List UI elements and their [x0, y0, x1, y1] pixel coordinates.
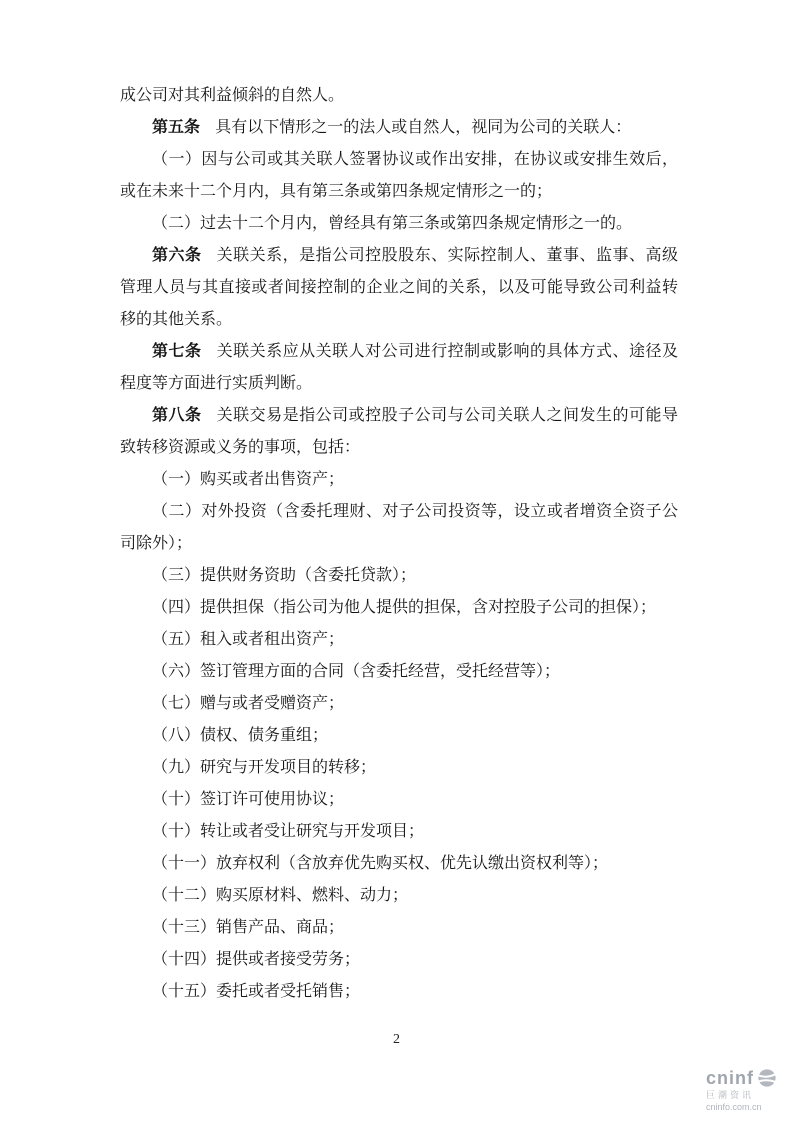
article-number: 第六条	[152, 247, 202, 264]
paragraph	[120, 208, 678, 240]
cninfo-watermark	[706, 1068, 777, 1112]
document-body	[120, 80, 678, 1008]
list-item	[120, 752, 678, 784]
cninfo-globe-icon	[757, 1068, 777, 1088]
paragraph-article-5	[120, 112, 678, 144]
paragraph-article-6	[120, 240, 678, 336]
paragraph-text: （四）提供担保（指公司为他人提供的担保，含对控股子公司的担保）；	[152, 599, 657, 616]
list-item	[120, 656, 678, 688]
paragraph-text: 成公司对其利益倾斜的自然人。	[120, 87, 345, 104]
list-item	[120, 592, 678, 624]
cninfo-brand-row	[706, 1068, 777, 1089]
paragraph-text: 关联关系，是指公司控股股东、实际控制人、董事、监事、高级管理人员与其直接或者间接控制的企业之间的关系，以及可能导致公司利益转移的其他关系。	[120, 247, 678, 328]
article-number: 第五条	[152, 119, 201, 136]
paragraph-text: （五）租入或者租出资产；	[152, 631, 345, 648]
paragraph-article-8	[120, 400, 678, 464]
paragraph	[120, 80, 678, 112]
paragraph-text: （六）签订管理方面的合同（含委托经营，受托经营等）；	[152, 663, 561, 680]
paragraph-text: （二）过去十二个月内，曾经具有第三条或第四条规定情形之一的。	[152, 215, 633, 232]
list-item	[120, 464, 678, 496]
article-number: 第七条	[152, 343, 202, 360]
paragraph-text: （十）签订许可使用协议；	[152, 791, 345, 808]
paragraph-text: （九）研究与开发项目的转移；	[152, 759, 377, 776]
paragraph-text: （八）债权、债务重组；	[152, 727, 329, 744]
list-item	[120, 720, 678, 752]
list-item	[120, 912, 678, 944]
cninfo-url: cninfo.com.cn	[706, 1101, 762, 1112]
page-footer	[0, 1032, 793, 1048]
article-number: 第八条	[152, 407, 202, 424]
list-item	[120, 688, 678, 720]
list-item	[120, 944, 678, 976]
paragraph-text: （十三）销售产品、商品；	[152, 919, 345, 936]
list-item	[120, 560, 678, 592]
paragraph-text: （一）购买或者出售资产；	[152, 471, 345, 488]
cninfo-brand-text: cninf	[706, 1067, 754, 1088]
paragraph-text: 具有以下情形之一的法人或自然人，视同为公司的关联人：	[215, 119, 632, 136]
paragraph-text: （七）赠与或者受赠资产；	[152, 695, 345, 712]
list-item	[120, 784, 678, 816]
paragraph-text: （二）对外投资（含委托理财、对子公司投资等，设立或者增资全资子公司除外）；	[120, 503, 678, 552]
list-item	[120, 624, 678, 656]
paragraph-text: （十二）购买原材料、燃料、动力；	[152, 887, 409, 904]
paragraph-article-7	[120, 336, 678, 400]
cninfo-name: 巨潮资讯	[706, 1090, 755, 1101]
list-item	[120, 816, 678, 848]
paragraph	[120, 144, 678, 208]
list-item	[120, 848, 678, 880]
paragraph-text: 关联交易是指公司或控股子公司与公司关联人之间发生的可能导致转移资源或义务的事项，包括：	[120, 407, 678, 456]
paragraph-text: （十）转让或者受让研究与开发项目；	[152, 823, 425, 840]
paragraph-text: （三）提供财务资助（含委托贷款）；	[152, 567, 417, 584]
list-item	[120, 496, 678, 560]
paragraph-text: （十五）委托或者受托销售；	[152, 983, 361, 1000]
list-item	[120, 880, 678, 912]
paragraph-text: （一）因与公司或其关联人签署协议或作出安排，在协议或安排生效后，或在未来十二个月内，具有第三条或第四条规定情形之一的；	[120, 151, 678, 200]
paragraph-text: 关联关系应从关联人对公司进行控制或影响的具体方式、途径及程度等方面进行实质判断。	[120, 343, 678, 392]
page-number: 2	[393, 1032, 400, 1047]
list-item	[120, 976, 678, 1008]
paragraph-text: （十一）放弃权利（含放弃优先购买权、优先认缴出资权利等）；	[152, 855, 609, 872]
paragraph-text: （十四）提供或者接受劳务；	[152, 951, 361, 968]
